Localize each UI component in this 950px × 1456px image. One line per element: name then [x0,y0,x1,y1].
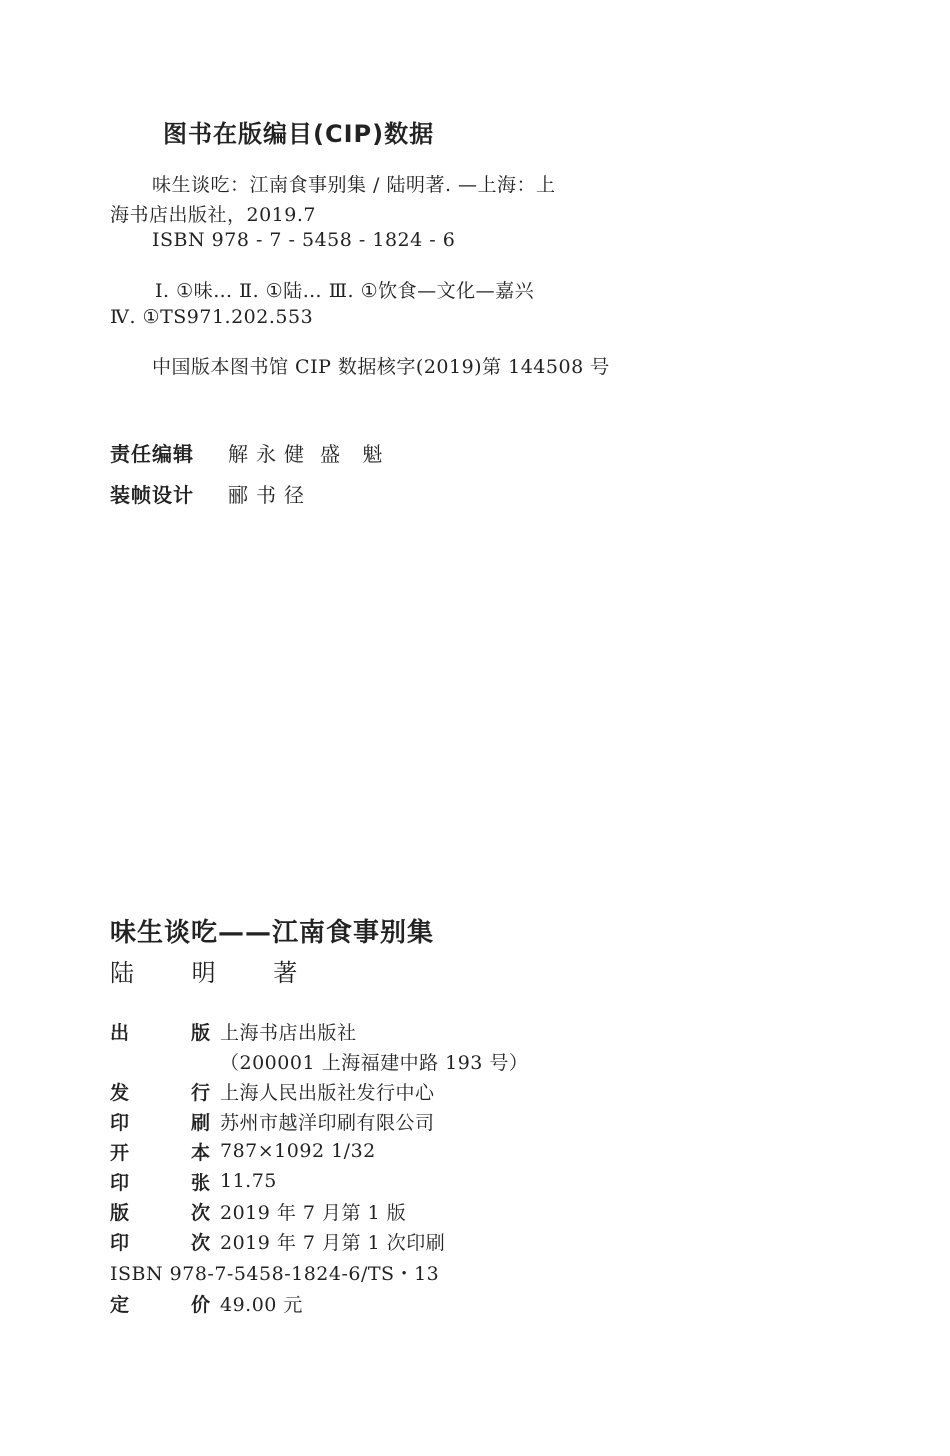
pub-label-char: 本 [190,1141,210,1164]
pub-row-printer [110,1107,435,1135]
editor-label: 责任编辑 [110,442,194,466]
cip-record-number: 中国版本图书馆 CIP 数据核字(2019)第 144508 号 [152,356,610,378]
pub-value: 苏州市越洋印刷有限公司 [220,1111,435,1134]
pub-row-printing [110,1227,445,1255]
pub-value: 2019 年 7 月第 1 次印刷 [220,1231,446,1254]
pub-label-char: 刷 [190,1111,210,1134]
pub-value: 上海书店出版社 [220,1021,357,1044]
pub-row-address [110,1047,528,1075]
pub-label-char: 定 [110,1293,130,1316]
pub-label-char: 开 [110,1141,130,1164]
cip-isbn: ISBN 978 - 7 - 5458 - 1824 - 6 [152,229,456,251]
pub-row-publisher [110,1017,357,1045]
pub-label-char: 次 [190,1201,210,1224]
pub-row-edition [110,1197,406,1225]
editor-name-1: 解永健 [228,442,312,466]
cip-line-1: 味生谈吃：江南食事别集 / 陆明著. —上海：上 [152,174,556,196]
pub-isbn: ISBN 978-7-5458-1824-6/TS・13 [110,1263,440,1285]
cip-line-2: 海书店出版社，2019.7 [110,204,316,226]
pub-label-char: 出 [110,1021,130,1044]
pub-row-price [110,1289,303,1317]
cip-title: 图书在版编目(CIP)数据 [163,120,435,148]
pub-label-char: 印 [110,1111,130,1134]
pub-value: 上海人民出版社发行中心 [220,1081,435,1104]
pub-value: 11.75 [220,1170,277,1192]
pub-label-char: 发 [110,1081,130,1104]
designer-name: 郦书径 [228,483,312,507]
pub-label-char: 印 [110,1171,130,1194]
price-value: 49.00 元 [220,1293,303,1316]
book-title: 味生谈吃——江南食事别集 [110,918,435,948]
pub-row-sheets [110,1167,277,1195]
book-author: 陆 明 著 [110,959,323,987]
designer-label: 装帧设计 [110,483,194,507]
pub-value: （200001 上海福建中路 193 号） [220,1051,529,1074]
pub-row-format [110,1137,376,1165]
pub-label-char: 价 [190,1293,210,1316]
pub-value: 2019 年 7 月第 1 版 [220,1201,407,1224]
pub-row-distributor [110,1077,435,1105]
editor-name-2: 盛 魁 [320,442,391,466]
pub-label-char: 印 [110,1231,130,1254]
pub-label-char: 版 [110,1201,130,1224]
pub-value: 787×1092 1/32 [220,1140,376,1162]
cip-classification: Ⅰ. ①味… Ⅱ. ①陆… Ⅲ. ①饮食—文化—嘉兴 [155,280,535,302]
pub-label-char: 次 [190,1231,210,1254]
cip-class-number: Ⅳ. ①TS971.202.553 [110,306,314,328]
pub-label-char: 张 [190,1171,210,1194]
pub-label-char: 行 [190,1081,210,1104]
pub-label-char: 版 [190,1021,210,1044]
